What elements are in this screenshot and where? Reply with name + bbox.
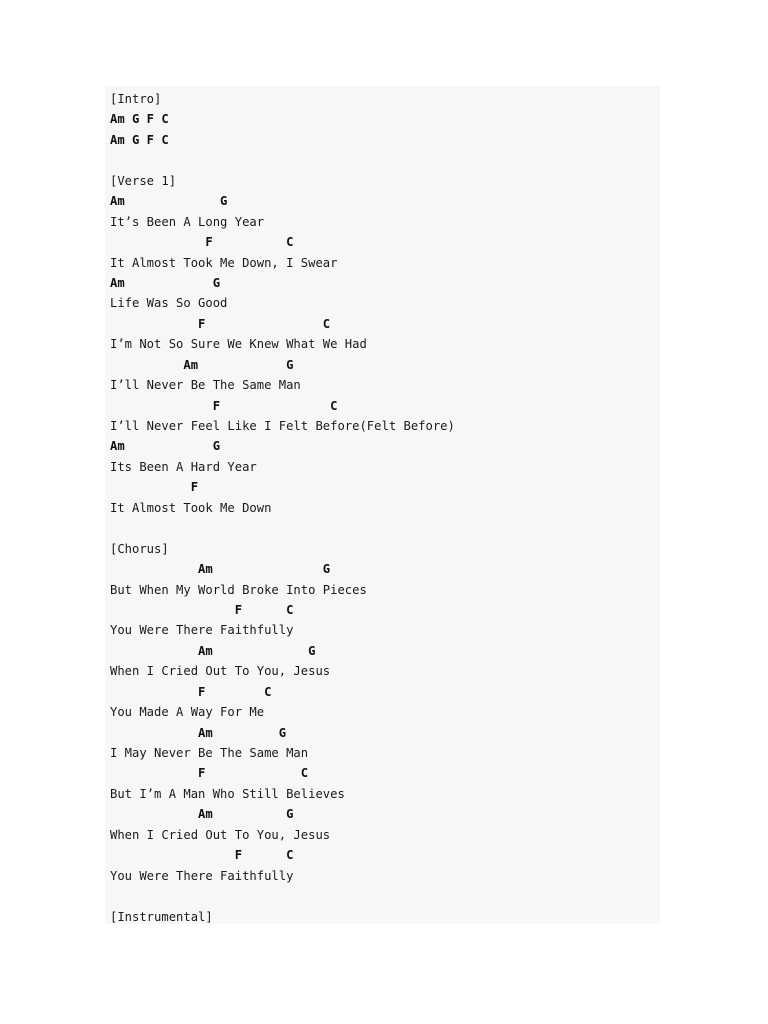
chord-line: Am G [110,194,228,209]
section-heading: [Intro] [110,92,162,106]
lyric-line: Life Was So Good [110,296,228,311]
lyric-line: You Made A Way For Me [110,705,265,720]
lyric-line: It’s Been A Long Year [110,214,265,229]
blank-line [110,518,655,538]
chord-line: Am G [110,807,294,822]
lyric-line: I’ll Never Be The Same Man [110,378,301,393]
lyric-line: I’m Not So Sure We Knew What We Had [110,337,367,352]
lyric-line: But I’m A Man Who Still Believes [110,786,345,801]
lyric-line: But When My World Broke Into Pieces [110,582,367,597]
section-heading: [Verse 1] [110,173,177,188]
chord-line: Am G F C [110,112,169,127]
chord-line: F C [110,602,294,617]
lyric-line: It Almost Took Me Down, I Swear [110,255,338,270]
lyric-line: Its Been A Hard Year [110,459,257,474]
lyric-line: You Were There Faithfully [110,623,294,638]
lyric-line: I May Never Be The Same Man [110,746,309,760]
blank-line [110,886,655,906]
blank-line [110,150,655,170]
chord-line: F [110,480,199,495]
chord-line: Am G [110,439,221,454]
chord-line: Am G [110,562,331,577]
chord-line: F C [110,848,294,863]
chord-line: F C [110,235,294,250]
lyric-line: I’ll Never Feel Like I Felt Before(Felt Before) [110,419,455,433]
chord-line: F C [110,316,331,331]
lyric-line: You Were There Faithfully [110,868,294,883]
chord-line: Am G [110,357,294,372]
lyric-line: When I Cried Out To You, Jesus [110,827,331,842]
chord-sheet [110,89,655,927]
chord-line: F C [110,766,309,781]
chord-line: Am G F C [110,132,169,147]
chord-line: F C [110,398,338,413]
chord-line: F C [110,684,272,699]
lyric-line: When I Cried Out To You, Jesus [110,664,331,679]
chord-line: Am G [110,725,287,740]
chord-line: Am G [110,275,221,290]
lyric-line: It Almost Took Me Down [110,500,272,515]
chord-line: Am G [110,643,316,658]
section-heading: [Chorus] [110,541,169,556]
section-heading: [Instrumental] [110,909,213,924]
